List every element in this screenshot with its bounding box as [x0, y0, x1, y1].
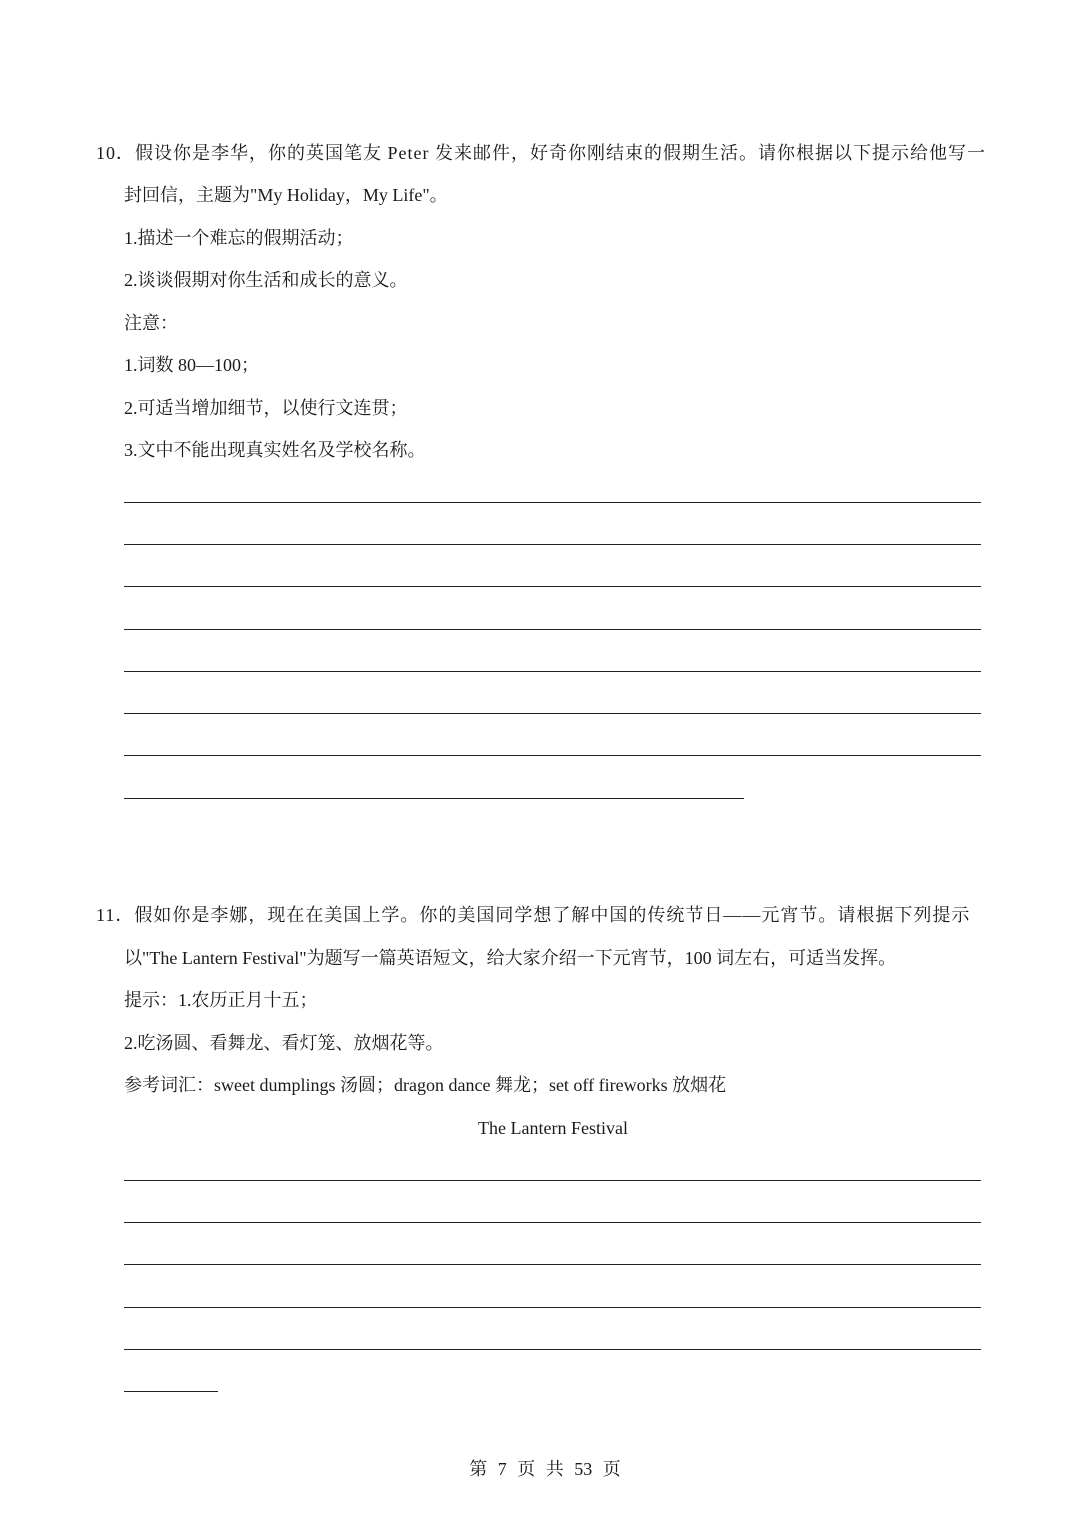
q10-answer-line[interactable] [124, 755, 981, 756]
q10-answer-line-short[interactable] [124, 798, 744, 799]
q10-note-label: 注意： [124, 313, 178, 333]
q11-answer-line-short[interactable] [124, 1391, 218, 1392]
q10-answer-line[interactable] [124, 586, 981, 587]
page-number: 第 7 页 共 53 页 [469, 1459, 621, 1479]
q11-essay-title: The Lantern Festival [478, 1118, 628, 1138]
q10-answer-line[interactable] [124, 713, 981, 714]
q10-prompt-line-1: 10．假设你是李华，你的英国笔友 Peter 发来邮件，好奇你刚结束的假期生活。请你根据以下提示给他写一 [96, 143, 986, 163]
q11-hint-1: 提示：1.农历正月十五； [124, 990, 318, 1010]
q10-hint-1: 1.描述一个难忘的假期活动； [124, 228, 354, 248]
q11-answer-line[interactable] [124, 1349, 981, 1350]
q11-vocabulary: 参考词汇：sweet dumplings 汤圆；dragon dance 舞龙；set off fireworks 放烟花 [124, 1075, 727, 1095]
q10-answer-line[interactable] [124, 671, 981, 672]
q11-answer-line[interactable] [124, 1222, 981, 1223]
q11-answer-line[interactable] [124, 1264, 981, 1265]
q10-note-1: 1.词数 80—100； [124, 355, 259, 375]
q11-hint-2: 2.吃汤圆、看舞龙、看灯笼、放烟花等。 [124, 1033, 444, 1053]
q10-hint-2: 2.谈谈假期对你生活和成长的意义。 [124, 270, 408, 290]
q11-prompt-line-2: 以"The Lantern Festival"为题写一篇英语短文，给大家介绍一下元宵节，100 词左右，可适当发挥。 [124, 948, 897, 968]
q10-answer-line[interactable] [124, 629, 981, 630]
q11-prompt-line-1: 11．假如你是李娜，现在在美国上学。你的美国同学想了解中国的传统节日——元宵节。请根据下列提示 [96, 905, 971, 925]
q11-answer-line[interactable] [124, 1180, 981, 1181]
q11-answer-line[interactable] [124, 1307, 981, 1308]
q10-note-2: 2.可适当增加细节，以使行文连贯； [124, 398, 408, 418]
q10-note-3: 3.文中不能出现真实姓名及学校名称。 [124, 440, 426, 460]
q10-prompt-line-2: 封回信，主题为"My Holiday，My Life"。 [124, 185, 448, 205]
q10-answer-line[interactable] [124, 502, 981, 503]
q10-answer-line[interactable] [124, 544, 981, 545]
